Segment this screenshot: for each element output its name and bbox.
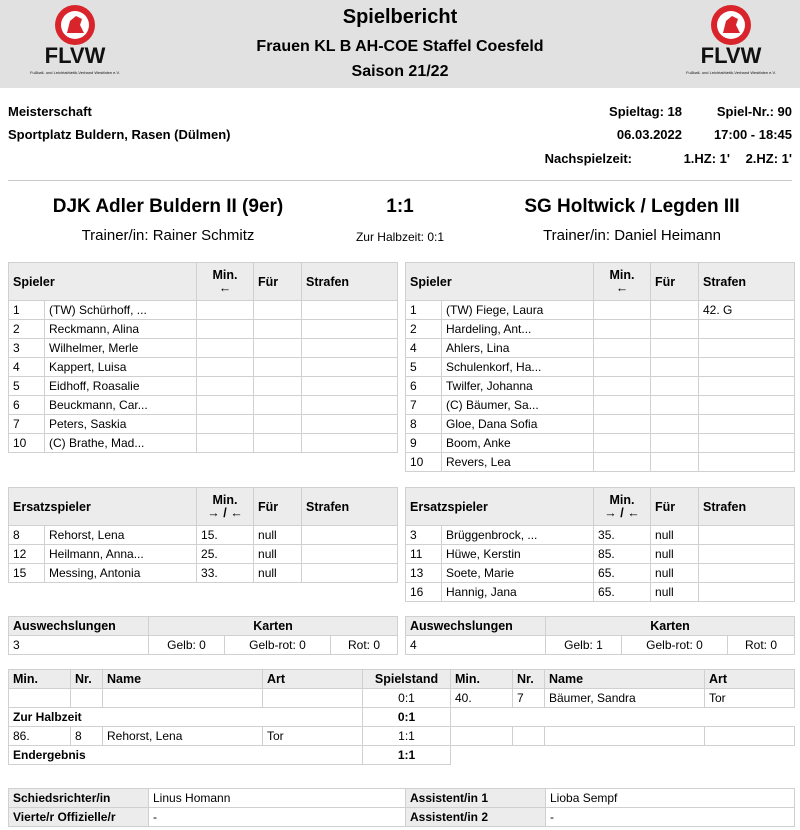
player-number: 1 <box>406 301 442 320</box>
goal-scorer <box>103 689 263 708</box>
cards-header: Karten <box>149 617 398 636</box>
table-header <box>9 488 398 526</box>
player-for <box>651 415 699 434</box>
substitutions-header: Auswechslungen <box>406 617 546 636</box>
player-for <box>651 377 699 396</box>
player-penalty <box>302 545 398 564</box>
away-cards-table <box>405 616 795 655</box>
substitutions-header: Auswechslungen <box>9 617 149 636</box>
player-penalty <box>302 564 398 583</box>
match-date: 06.03.2022 <box>616 127 682 142</box>
player-name: Peters, Saskia <box>45 415 197 434</box>
goal-scorer: Rehorst, Lena <box>103 727 263 746</box>
min-header: Min. → / ← <box>197 488 254 526</box>
player-for: null <box>254 564 302 583</box>
player-for <box>254 434 302 453</box>
player-penalty <box>302 301 398 320</box>
player-name: Reckmann, Alina <box>45 320 197 339</box>
goal-score: 0:1 <box>363 689 451 708</box>
table-row <box>9 320 398 339</box>
player-number: 7 <box>406 396 442 415</box>
table-row <box>406 453 795 472</box>
svg-text:Fußball- und Leichtathletik-Ve: Fußball- und Leichtathletik-Verband Westfalen e.V. <box>686 70 776 75</box>
player-penalty <box>699 564 795 583</box>
table-header <box>406 263 795 301</box>
table-header <box>9 670 795 689</box>
player-penalty <box>699 377 795 396</box>
player-for: null <box>254 545 302 564</box>
player-penalty <box>699 396 795 415</box>
table-row <box>406 583 795 602</box>
player-number: 1 <box>9 301 45 320</box>
kind-header: Art <box>705 670 795 689</box>
page-title: Spielbericht <box>342 6 458 28</box>
yellow-count: Gelb: 1 <box>546 636 622 655</box>
player-minute <box>197 339 254 358</box>
assistant2-name: - <box>546 808 795 827</box>
player-penalty <box>302 415 398 434</box>
final-row <box>9 746 795 765</box>
for-header: Für <box>254 488 302 526</box>
table-row <box>9 358 398 377</box>
player-for <box>254 415 302 434</box>
cards-header: Karten <box>546 617 795 636</box>
player-name: (C) Brathe, Mad... <box>45 434 197 453</box>
match-type: Meisterschaft <box>8 104 92 119</box>
player-minute <box>594 377 651 396</box>
min-header: Min. <box>9 670 71 689</box>
player-minute <box>197 301 254 320</box>
player-minute <box>197 377 254 396</box>
goal-kind <box>263 689 363 708</box>
player-penalty <box>699 453 795 472</box>
game-number: Spiel-Nr.: 90 <box>716 104 792 119</box>
player-name: Rehorst, Lena <box>45 526 197 545</box>
goal-kind <box>705 727 795 746</box>
min-header: Min. ← <box>594 263 651 301</box>
player-number: 4 <box>9 358 45 377</box>
table-row <box>9 396 398 415</box>
penalties-header: Strafen <box>699 488 795 526</box>
player-penalty <box>302 358 398 377</box>
player-for <box>254 320 302 339</box>
halftime-row <box>9 708 795 727</box>
player-penalty <box>699 358 795 377</box>
player-for <box>254 339 302 358</box>
player-minute <box>594 301 651 320</box>
table-row <box>9 415 398 434</box>
table-row <box>9 545 398 564</box>
table-row <box>9 789 795 808</box>
home-team-name: DJK Adler Buldern II (9er) <box>52 196 284 217</box>
player-minute: 65. <box>594 564 651 583</box>
player-name: (TW) Fiege, Laura <box>442 301 594 320</box>
player-minute <box>594 434 651 453</box>
table-row <box>9 377 398 396</box>
player-for <box>651 301 699 320</box>
player-penalty <box>699 415 795 434</box>
player-name: Boom, Anke <box>442 434 594 453</box>
yellow-count: Gelb: 0 <box>149 636 225 655</box>
for-header: Für <box>651 488 699 526</box>
player-minute: 65. <box>594 583 651 602</box>
player-minute: 15. <box>197 526 254 545</box>
player-number: 10 <box>406 453 442 472</box>
season-title: Saison 21/22 <box>351 63 449 80</box>
goal-scorer <box>545 727 705 746</box>
player-penalty: 42. G <box>699 301 795 320</box>
player-name: Beuckmann, Car... <box>45 396 197 415</box>
goal-score: 1:1 <box>363 727 451 746</box>
referee-label: Schiedsrichter/in <box>9 789 149 808</box>
halftime-score-value: 0:1 <box>363 708 451 727</box>
assistant1-name: Lioba Sempf <box>546 789 795 808</box>
venue: Sportplatz Buldern, Rasen (Dülmen) <box>8 127 231 142</box>
away-players-table <box>405 262 795 472</box>
player-minute <box>594 320 651 339</box>
player-for <box>254 396 302 415</box>
player-number: 6 <box>9 396 45 415</box>
player-name: Hardeling, Ant... <box>442 320 594 339</box>
halftime-label: Zur Halbzeit <box>9 708 363 727</box>
table-row <box>406 396 795 415</box>
fourth-official-name: - <box>149 808 406 827</box>
assistant2-label: Assistent/in 2 <box>406 808 546 827</box>
table-row <box>406 377 795 396</box>
player-name: Heilmann, Anna... <box>45 545 197 564</box>
table-header <box>9 617 398 636</box>
min-header: Min. → / ← <box>594 488 651 526</box>
player-minute <box>197 320 254 339</box>
table-row <box>9 339 398 358</box>
away-trainer: Trainer/in: Daniel Heimann <box>543 227 721 244</box>
player-penalty <box>699 545 795 564</box>
player-for <box>651 453 699 472</box>
player-name: Hüwe, Kerstin <box>442 545 594 564</box>
table-row <box>406 434 795 453</box>
svg-text:Fußball- und Leichtathletik-Ve: Fußball- und Leichtathletik-Verband Westfalen e.V. <box>30 70 120 75</box>
player-number: 6 <box>406 377 442 396</box>
player-name: Soete, Marie <box>442 564 594 583</box>
table-row <box>9 808 795 827</box>
fourth-official-label: Vierte/r Offizielle/r <box>9 808 149 827</box>
player-penalty <box>699 526 795 545</box>
final-label: Endergebnis <box>9 746 363 765</box>
player-for <box>651 339 699 358</box>
player-for: null <box>651 526 699 545</box>
player-for <box>651 320 699 339</box>
player-minute: 33. <box>197 564 254 583</box>
player-number: 10 <box>9 434 45 453</box>
player-minute <box>594 396 651 415</box>
player-minute: 35. <box>594 526 651 545</box>
player-for: null <box>254 526 302 545</box>
player-for <box>254 377 302 396</box>
player-name: Messing, Antonia <box>45 564 197 583</box>
player-number: 5 <box>406 358 442 377</box>
svg-text:FLVW: FLVW <box>44 43 106 68</box>
penalties-header: Strafen <box>302 488 398 526</box>
table-row <box>406 415 795 434</box>
matchday: Spieltag: 18 <box>609 104 682 119</box>
goal-number <box>71 689 103 708</box>
subs-header: Ersatzspieler <box>9 488 197 526</box>
substitution-count: 3 <box>9 636 149 655</box>
goal-kind: Tor <box>263 727 363 746</box>
player-name: (TW) Schürhoff, ... <box>45 301 197 320</box>
officials-table <box>8 788 795 827</box>
flvw-logo <box>686 3 776 85</box>
table-row <box>9 689 795 708</box>
player-for <box>651 396 699 415</box>
min-header: Min. <box>451 670 513 689</box>
player-penalty <box>699 583 795 602</box>
table-row <box>406 358 795 377</box>
goals-table <box>8 669 795 765</box>
table-row <box>406 564 795 583</box>
player-number: 2 <box>9 320 45 339</box>
home-cards-table <box>8 616 398 655</box>
player-name: (C) Bäumer, Sa... <box>442 396 594 415</box>
goal-number: 8 <box>71 727 103 746</box>
nr-header: Nr. <box>71 670 103 689</box>
away-team-name: SG Holtwick / Legden III <box>524 196 740 217</box>
referee-name: Linus Homann <box>149 789 406 808</box>
player-name: Hannig, Jana <box>442 583 594 602</box>
yellowred-count: Gelb-rot: 0 <box>622 636 728 655</box>
player-minute <box>197 415 254 434</box>
player-penalty <box>302 377 398 396</box>
final-score: 1:1 <box>386 196 414 217</box>
table-row <box>9 434 398 453</box>
player-name: Eidhoff, Roasalie <box>45 377 197 396</box>
player-number: 8 <box>9 526 45 545</box>
subs-header: Ersatzspieler <box>406 488 594 526</box>
player-minute <box>197 358 254 377</box>
player-name: Wilhelmer, Merle <box>45 339 197 358</box>
player-name: Revers, Lea <box>442 453 594 472</box>
red-count: Rot: 0 <box>331 636 398 655</box>
goal-minute <box>451 727 513 746</box>
name-header: Name <box>103 670 263 689</box>
player-number: 12 <box>9 545 45 564</box>
player-number: 3 <box>9 339 45 358</box>
red-count: Rot: 0 <box>728 636 795 655</box>
home-trainer: Trainer/in: Rainer Schmitz <box>81 227 255 244</box>
player-penalty <box>302 396 398 415</box>
player-name: Twilfer, Johanna <box>442 377 594 396</box>
home-players-table <box>8 262 398 453</box>
svg-text:FLVW: FLVW <box>700 43 762 68</box>
goal-number: 7 <box>513 689 545 708</box>
report-header <box>0 0 800 88</box>
match-time: 17:00 - 18:45 <box>713 127 792 142</box>
player-minute: 85. <box>594 545 651 564</box>
yellowred-count: Gelb-rot: 0 <box>225 636 331 655</box>
extra-time-h1: 1.HZ: 1' <box>683 151 730 166</box>
player-name: Kappert, Luisa <box>45 358 197 377</box>
table-header <box>406 488 795 526</box>
player-number: 5 <box>9 377 45 396</box>
table-row <box>406 636 795 655</box>
table-row <box>9 301 398 320</box>
players-header: Spieler <box>406 263 594 301</box>
player-number: 2 <box>406 320 442 339</box>
player-for: null <box>651 545 699 564</box>
table-row <box>9 727 795 746</box>
for-header: Für <box>651 263 699 301</box>
extra-time-label: Nachspielzeit: <box>544 151 632 166</box>
final-score-value: 1:1 <box>363 746 451 765</box>
goal-minute: 86. <box>9 727 71 746</box>
table-row <box>406 339 795 358</box>
player-minute <box>197 396 254 415</box>
substitution-count: 4 <box>406 636 546 655</box>
player-for: null <box>651 583 699 602</box>
player-number: 7 <box>9 415 45 434</box>
goal-scorer: Bäumer, Sandra <box>545 689 705 708</box>
player-number: 8 <box>406 415 442 434</box>
assistant1-label: Assistent/in 1 <box>406 789 546 808</box>
player-name: Gloe, Dana Sofia <box>442 415 594 434</box>
player-minute <box>594 358 651 377</box>
extra-time-h2: 2.HZ: 1' <box>745 151 792 166</box>
table-row <box>9 636 398 655</box>
scoreline-header: Spielstand <box>363 670 451 689</box>
player-minute <box>594 415 651 434</box>
player-name: Brüggenbrock, ... <box>442 526 594 545</box>
player-number: 9 <box>406 434 442 453</box>
for-header: Für <box>254 263 302 301</box>
player-number: 16 <box>406 583 442 602</box>
table-row <box>406 545 795 564</box>
table-row <box>406 301 795 320</box>
table-row <box>406 320 795 339</box>
halftime-score: Zur Halbzeit: 0:1 <box>355 230 445 244</box>
penalties-header: Strafen <box>302 263 398 301</box>
players-header: Spieler <box>9 263 197 301</box>
player-minute <box>594 453 651 472</box>
player-penalty <box>699 339 795 358</box>
player-minute <box>197 434 254 453</box>
league-title: Frauen KL B AH-COE Staffel Coesfeld <box>256 38 544 55</box>
player-for <box>254 301 302 320</box>
goal-minute: 40. <box>451 689 513 708</box>
table-header <box>9 263 398 301</box>
table-row <box>406 526 795 545</box>
away-subs-table <box>405 487 795 602</box>
table-row <box>9 526 398 545</box>
player-minute <box>594 339 651 358</box>
player-number: 13 <box>406 564 442 583</box>
player-number: 15 <box>9 564 45 583</box>
player-for: null <box>651 564 699 583</box>
player-number: 4 <box>406 339 442 358</box>
goal-minute <box>9 689 71 708</box>
table-header <box>406 617 795 636</box>
player-minute: 25. <box>197 545 254 564</box>
table-row <box>9 564 398 583</box>
penalties-header: Strafen <box>699 263 795 301</box>
player-for <box>254 358 302 377</box>
player-penalty <box>699 434 795 453</box>
home-subs-table <box>8 487 398 583</box>
min-header: Min. ← <box>197 263 254 301</box>
player-number: 3 <box>406 526 442 545</box>
kind-header: Art <box>263 670 363 689</box>
name-header: Name <box>545 670 705 689</box>
player-penalty <box>699 320 795 339</box>
nr-header: Nr. <box>513 670 545 689</box>
player-number: 11 <box>406 545 442 564</box>
player-penalty <box>302 434 398 453</box>
player-penalty <box>302 320 398 339</box>
player-name: Ahlers, Lina <box>442 339 594 358</box>
player-penalty <box>302 526 398 545</box>
player-penalty <box>302 339 398 358</box>
goal-number <box>513 727 545 746</box>
divider <box>8 180 792 181</box>
player-for <box>651 434 699 453</box>
goal-kind: Tor <box>705 689 795 708</box>
player-for <box>651 358 699 377</box>
player-name: Schulenkorf, Ha... <box>442 358 594 377</box>
